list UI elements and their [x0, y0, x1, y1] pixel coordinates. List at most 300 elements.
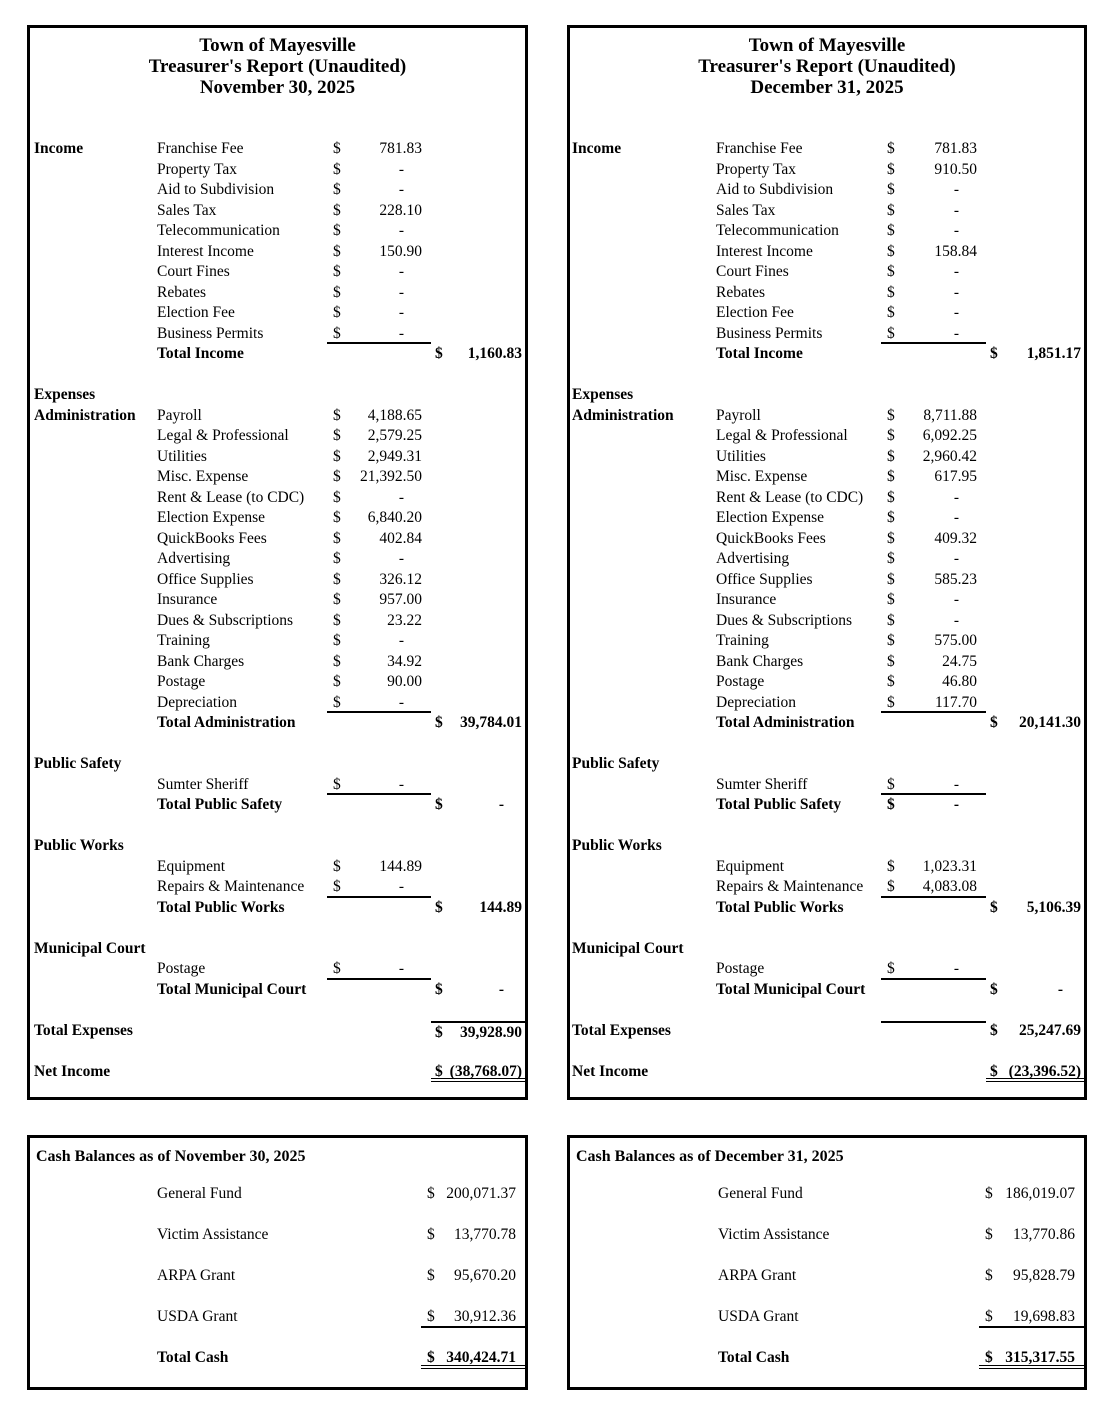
item-amount-group — [327, 713, 431, 734]
treasurers-report-december — [567, 25, 1087, 1100]
dollar-sign: $ — [887, 222, 895, 239]
section-label — [572, 713, 716, 734]
item-amount-group — [881, 447, 986, 468]
total-amount-group — [431, 1062, 525, 1083]
item-amount-group — [881, 857, 986, 878]
total-amount-group — [986, 590, 1084, 611]
amount-value: 575.00 — [934, 632, 977, 649]
dollar-sign: $ — [887, 775, 895, 793]
report-title-line: Treasurer's Report (Unaudited) — [148, 56, 407, 77]
total-amount-group — [986, 980, 1084, 1001]
line-item-name: Telecommunication — [716, 222, 839, 239]
treasurers-report-november — [27, 25, 528, 1100]
report-row — [30, 426, 525, 447]
section-label: Net Income — [34, 1062, 111, 1080]
report-row — [30, 939, 525, 960]
report-row — [570, 426, 1084, 447]
report-row — [30, 775, 525, 796]
total-amount-group — [431, 877, 525, 898]
line-item-name: Training — [716, 632, 769, 649]
total-amount-group — [431, 201, 525, 222]
dollar-sign: $ — [985, 1308, 993, 1325]
total-amount-group — [986, 877, 1084, 898]
line-item-name: Utilities — [157, 447, 207, 465]
amount-value: 39,928.90 — [460, 1023, 522, 1041]
spacer-row — [570, 816, 1084, 837]
dollar-sign: $ — [887, 611, 895, 629]
amount-value: 34.92 — [387, 652, 422, 670]
section-label: Public Works — [34, 837, 124, 854]
fund-amount-group — [421, 1265, 525, 1287]
total-amount-group — [431, 775, 525, 796]
report-row — [570, 139, 1084, 160]
dollar-sign: $ — [887, 263, 895, 280]
item-amount-group — [327, 959, 431, 980]
spacer-row — [30, 918, 525, 939]
line-item-name: Advertising — [716, 550, 790, 567]
report-title-line: November 30, 2025 — [199, 77, 356, 98]
line-item-name: Total Municipal Court — [716, 980, 866, 998]
dollar-sign: $ — [887, 304, 895, 321]
section-label — [34, 611, 157, 632]
total-amount-group — [431, 180, 525, 201]
dollar-sign: $ — [887, 488, 895, 506]
section-label — [34, 549, 157, 570]
item-amount-group — [881, 262, 986, 283]
item-amount-group — [881, 221, 986, 242]
total-amount-group — [986, 611, 1084, 632]
cash-balances-header: Cash Balances as of December 31, 2025 — [576, 1148, 844, 1165]
report-row — [30, 590, 525, 611]
amount-value: - — [953, 201, 959, 219]
total-amount-group — [986, 221, 1084, 242]
item-amount-group — [881, 283, 986, 304]
section-label: Public Safety — [34, 755, 122, 772]
line-item-name: Postage — [157, 673, 206, 690]
amount-value: - — [1057, 980, 1063, 998]
total-amount-group — [431, 262, 525, 283]
dollar-sign: $ — [427, 1349, 435, 1366]
section-label — [34, 898, 157, 919]
item-amount-group — [881, 467, 986, 488]
line-item-name: Insurance — [157, 591, 218, 608]
dollar-sign: $ — [333, 140, 341, 157]
total-amount-group — [986, 898, 1084, 919]
section-label — [34, 447, 157, 468]
item-amount-group — [327, 693, 431, 714]
dollar-sign: $ — [333, 283, 341, 301]
dollar-sign: $ — [887, 693, 895, 711]
amount-value: - — [398, 324, 404, 342]
fund-amount-group — [979, 1265, 1084, 1287]
amount-value: (23,396.52) — [1008, 1062, 1081, 1080]
amount-value: - — [953, 796, 959, 813]
section-label — [34, 242, 157, 263]
report-row — [570, 324, 1084, 345]
report-row — [570, 242, 1084, 263]
item-amount-group — [327, 385, 431, 406]
dollar-sign: $ — [333, 488, 341, 506]
item-amount-group — [881, 898, 986, 919]
total-amount-group — [431, 693, 525, 714]
amount-value: 6,840.20 — [367, 509, 422, 526]
amount-value: 402.84 — [379, 529, 422, 547]
section-label — [572, 160, 716, 181]
section-label — [34, 324, 157, 345]
amount-value: - — [398, 160, 404, 178]
report-row — [30, 836, 525, 857]
section-label — [572, 877, 716, 898]
line-item-name: Total Public Safety — [716, 796, 842, 813]
dollar-sign: $ — [333, 673, 341, 690]
item-amount-group — [327, 590, 431, 611]
section-label — [572, 508, 716, 529]
report-row — [570, 1062, 1084, 1083]
section-label — [34, 631, 157, 652]
fund-name: General Fund — [718, 1185, 803, 1202]
amount-value: 585.23 — [934, 570, 977, 588]
item-amount-group — [327, 877, 431, 898]
report-row — [30, 406, 525, 427]
item-amount-group — [881, 836, 986, 857]
item-amount-group — [881, 549, 986, 570]
dollar-sign: $ — [887, 427, 895, 444]
dollar-sign: $ — [985, 1226, 993, 1243]
report-row — [570, 836, 1084, 857]
section-label — [572, 693, 716, 714]
total-amount-group — [431, 488, 525, 509]
report-row — [570, 406, 1084, 427]
total-amount-group — [431, 611, 525, 632]
dollar-sign: $ — [427, 1185, 435, 1202]
total-amount-group — [431, 508, 525, 529]
total-amount-group — [431, 836, 525, 857]
line-item-name: Total Municipal Court — [157, 980, 307, 998]
amount-value: - — [398, 283, 404, 301]
line-item-name: Bank Charges — [157, 652, 245, 670]
report-row — [30, 877, 525, 898]
line-item-name: Election Fee — [157, 304, 235, 321]
total-amount-group — [986, 242, 1084, 263]
section-label — [34, 221, 157, 242]
total-amount-group — [986, 344, 1084, 365]
total-amount-group — [986, 139, 1084, 160]
report-row — [570, 754, 1084, 775]
line-item-name: Training — [157, 632, 210, 649]
amount-value: 957.00 — [379, 591, 422, 608]
fund-name: USDA Grant — [157, 1308, 238, 1325]
report-row — [570, 857, 1084, 878]
report-row — [30, 180, 525, 201]
line-item-name — [716, 939, 881, 960]
report-title-line: December 31, 2025 — [750, 77, 904, 98]
line-item-name: Utilities — [716, 447, 766, 465]
line-item-name: Repairs & Maintenance — [157, 878, 305, 895]
report-row — [30, 262, 525, 283]
dollar-sign: $ — [333, 324, 341, 342]
report-row — [30, 549, 525, 570]
amount-value: - — [953, 488, 959, 506]
amount-value: - — [398, 222, 404, 239]
section-label — [572, 221, 716, 242]
line-item-name: Property Tax — [157, 160, 237, 178]
report-title-november — [30, 28, 525, 98]
cash-row — [30, 1183, 525, 1224]
section-label: Income — [34, 140, 84, 157]
amount-value: 30,912.36 — [454, 1308, 516, 1325]
dollar-sign: $ — [435, 714, 443, 731]
item-amount-group — [327, 426, 431, 447]
item-amount-group — [881, 324, 986, 345]
section-label — [34, 980, 157, 1001]
item-amount-group — [327, 139, 431, 160]
amount-value: - — [953, 263, 959, 280]
spacer-row — [30, 1000, 525, 1021]
amount-value: - — [398, 181, 404, 198]
section-label — [34, 693, 157, 714]
dollar-sign: $ — [333, 857, 341, 875]
line-item-name: Rent & Lease (to CDC) — [716, 488, 864, 506]
dollar-sign: $ — [333, 570, 341, 588]
section-label — [572, 611, 716, 632]
dollar-sign: $ — [333, 181, 341, 198]
fund-amount-group — [979, 1224, 1084, 1246]
line-item-name: Postage — [716, 673, 765, 690]
spacer-row — [570, 1000, 1084, 1021]
report-row — [570, 959, 1084, 980]
line-item-name: Court Fines — [157, 263, 230, 280]
total-amount-group — [986, 508, 1084, 529]
section-label — [572, 283, 716, 304]
item-amount-group — [881, 139, 986, 160]
dollar-sign: $ — [887, 406, 895, 424]
line-item-name: Depreciation — [157, 693, 238, 711]
report-title-line: Treasurer's Report (Unaudited) — [698, 56, 956, 77]
amount-value: 20,141.30 — [1019, 714, 1081, 731]
dollar-sign: $ — [887, 591, 895, 608]
section-label — [572, 344, 716, 365]
spacer-row — [30, 365, 525, 386]
total-amount-group — [986, 488, 1084, 509]
total-amount-group — [431, 939, 525, 960]
report-row — [30, 529, 525, 550]
dollar-sign: $ — [333, 693, 341, 711]
fund-name: Victim Assistance — [718, 1226, 830, 1243]
total-amount-group — [431, 426, 525, 447]
line-item-name: Rebates — [716, 283, 766, 301]
dollar-sign: $ — [887, 283, 895, 301]
amount-value: - — [398, 488, 404, 506]
report-row — [570, 385, 1084, 406]
fund-name: General Fund — [157, 1185, 242, 1202]
item-amount-group — [327, 201, 431, 222]
report-row — [30, 693, 525, 714]
item-amount-group — [881, 1021, 986, 1042]
total-amount-group — [986, 426, 1084, 447]
item-amount-group — [881, 980, 986, 1001]
section-label — [572, 570, 716, 591]
section-label — [34, 795, 157, 816]
amount-value: 8,711.88 — [923, 406, 977, 424]
dollar-sign: $ — [887, 160, 895, 178]
amount-value: (38,768.07) — [449, 1062, 522, 1080]
section-label: Income — [572, 140, 622, 157]
item-amount-group — [327, 631, 431, 652]
report-row — [570, 283, 1084, 304]
amount-value: 19,698.83 — [1013, 1308, 1075, 1325]
item-amount-group — [327, 939, 431, 960]
section-label — [34, 201, 157, 222]
line-item-name — [716, 1021, 881, 1042]
total-amount-group — [986, 939, 1084, 960]
section-label — [572, 201, 716, 222]
total-amount-group — [986, 324, 1084, 345]
item-amount-group — [881, 631, 986, 652]
section-label — [34, 672, 157, 693]
dollar-sign: $ — [887, 570, 895, 588]
item-amount-group — [327, 324, 431, 345]
dollar-sign: $ — [333, 447, 341, 465]
total-amount-group — [986, 406, 1084, 427]
line-item-name: Interest Income — [716, 242, 813, 260]
amount-value: 150.90 — [379, 242, 422, 260]
cash-rows-november — [30, 1183, 525, 1388]
report-row — [30, 652, 525, 673]
total-amount-group — [986, 631, 1084, 652]
report-row — [570, 590, 1084, 611]
line-item-name — [157, 754, 327, 775]
item-amount-group — [327, 529, 431, 550]
amount-value: 2,949.31 — [367, 447, 422, 465]
section-label: Net Income — [572, 1062, 649, 1080]
line-item-name: Depreciation — [716, 693, 797, 711]
amount-value: - — [398, 960, 404, 977]
item-amount-group — [327, 508, 431, 529]
amount-value: - — [953, 550, 959, 567]
line-item-name: Postage — [716, 960, 765, 977]
amount-value: - — [398, 550, 404, 567]
dollar-sign: $ — [985, 1185, 993, 1202]
line-item-name: Aid to Subdivision — [157, 181, 275, 198]
line-item-name: Total Public Safety — [157, 796, 283, 813]
total-amount-group — [431, 324, 525, 345]
total-amount-group — [986, 857, 1084, 878]
amount-value: 186,019.07 — [1005, 1185, 1075, 1202]
line-item-name: Dues & Subscriptions — [157, 611, 294, 629]
report-row — [30, 754, 525, 775]
dollar-sign: $ — [333, 222, 341, 239]
cash-row — [30, 1306, 525, 1347]
line-item-name: Total Income — [157, 345, 244, 362]
report-row — [570, 201, 1084, 222]
section-label — [572, 426, 716, 447]
report-row — [30, 631, 525, 652]
dollar-sign: $ — [333, 960, 341, 977]
amount-value: 2,579.25 — [367, 427, 422, 444]
amount-value: - — [398, 263, 404, 280]
dollar-sign: $ — [333, 652, 341, 670]
amount-value: 781.83 — [934, 140, 977, 157]
report-row — [570, 693, 1084, 714]
dollar-sign: $ — [887, 652, 895, 670]
report-row — [30, 283, 525, 304]
section-label — [34, 590, 157, 611]
section-label: Municipal Court — [34, 939, 146, 957]
report-row — [570, 529, 1084, 550]
report-row — [570, 344, 1084, 365]
dollar-sign: $ — [333, 611, 341, 629]
amount-value: 23.22 — [387, 611, 422, 629]
amount-value: 1,023.31 — [922, 857, 977, 875]
total-amount-group — [431, 344, 525, 365]
report-row — [570, 549, 1084, 570]
line-item-name: Equipment — [157, 857, 226, 875]
total-amount-group — [986, 262, 1084, 283]
total-amount-group — [431, 713, 525, 734]
line-item-name: Rebates — [157, 283, 207, 301]
report-row — [570, 447, 1084, 468]
section-label — [572, 529, 716, 550]
total-amount-group — [431, 303, 525, 324]
total-amount-group — [986, 1062, 1084, 1083]
line-item-name: Election Expense — [716, 509, 825, 526]
section-label — [572, 672, 716, 693]
line-item-name: QuickBooks Fees — [157, 529, 267, 547]
item-amount-group — [327, 1021, 431, 1042]
report-row — [30, 201, 525, 222]
report-row — [570, 713, 1084, 734]
line-item-name: Legal & Professional — [157, 427, 289, 444]
line-item-name: Equipment — [716, 857, 785, 875]
dollar-sign: $ — [990, 1062, 998, 1080]
line-item-name: Misc. Expense — [716, 468, 808, 485]
section-label — [572, 795, 716, 816]
total-amount-group — [986, 467, 1084, 488]
dollar-sign: $ — [990, 980, 998, 998]
dollar-sign: $ — [887, 878, 895, 895]
line-item-name: Sumter Sheriff — [716, 775, 808, 793]
total-amount-group — [986, 283, 1084, 304]
report-row — [30, 959, 525, 980]
total-amount-group — [431, 529, 525, 550]
item-amount-group — [881, 754, 986, 775]
item-amount-group — [327, 980, 431, 1001]
item-amount-group — [881, 795, 986, 816]
total-amount-group — [431, 857, 525, 878]
dollar-sign: $ — [435, 796, 443, 813]
spacer-row — [30, 1041, 525, 1062]
section-label — [34, 283, 157, 304]
item-amount-group — [327, 160, 431, 181]
total-amount-group — [431, 672, 525, 693]
item-amount-group — [881, 877, 986, 898]
line-item-name: Insurance — [716, 591, 777, 608]
dollar-sign: $ — [333, 201, 341, 219]
report-row — [30, 242, 525, 263]
line-item-name — [716, 836, 881, 857]
dollar-sign: $ — [887, 550, 895, 567]
cash-row — [570, 1306, 1084, 1347]
dollar-sign: $ — [990, 898, 998, 916]
item-amount-group — [881, 611, 986, 632]
report-title-line: Town of Mayesville — [748, 35, 906, 56]
total-amount-group — [986, 385, 1084, 406]
report-row — [30, 139, 525, 160]
line-item-name — [716, 385, 881, 406]
report-row — [570, 631, 1084, 652]
section-label — [572, 180, 716, 201]
line-item-name: Total Public Works — [716, 898, 844, 916]
